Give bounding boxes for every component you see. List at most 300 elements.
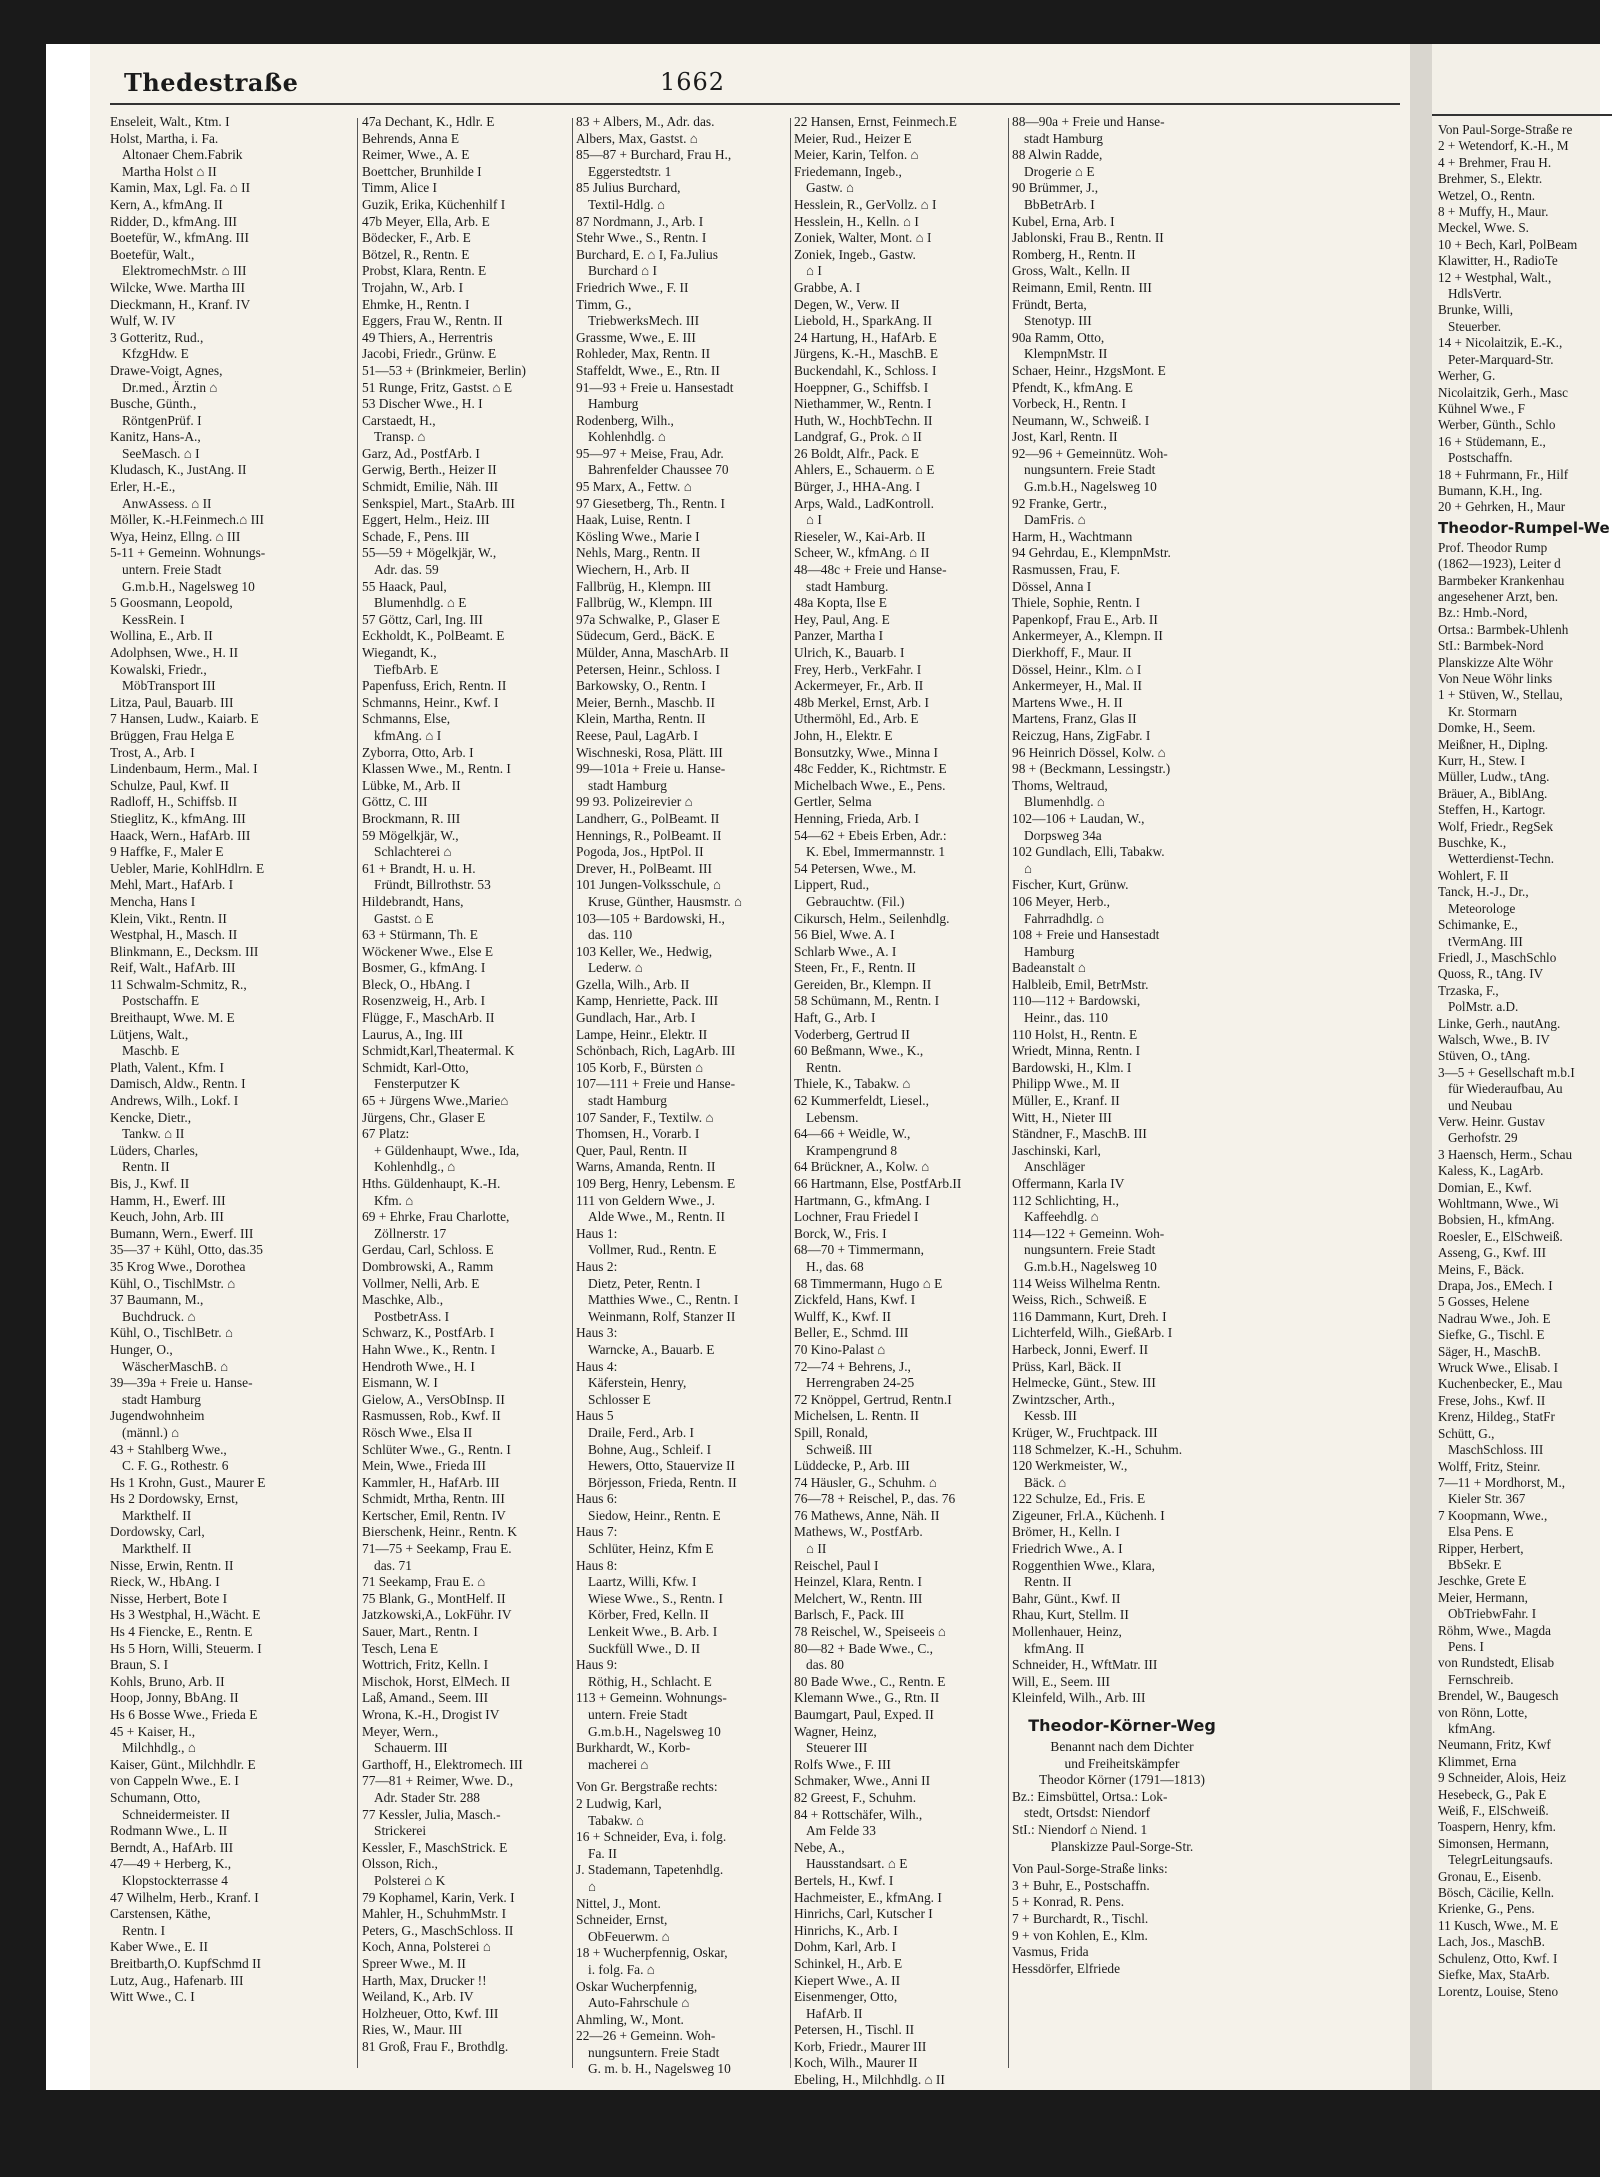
directory-entry: Hs 3 Westphal, H.,Wächt. E <box>110 1607 261 1623</box>
directory-entry: Warns, Amanda, Rentn. II <box>576 1159 716 1175</box>
directory-entry: Reischel, Paul I <box>794 1557 879 1573</box>
directory-entry: Wohlert, F. II <box>1438 867 1509 883</box>
entry-continuation: G. m. b. H., Nagelsweg 10 <box>588 2061 731 2077</box>
directory-entry: Spreer Wwe., M. II <box>362 1955 466 1971</box>
directory-entry: Schmidt, Mrtha, Rentn. III <box>362 1491 505 1507</box>
directory-entry: 79 Kophamel, Karin, Verk. I <box>362 1889 515 1905</box>
entry-continuation: Bohne, Aug., Schleif. I <box>588 1441 712 1457</box>
directory-entry: 2 + Wetendorf, K.-H., M <box>1438 138 1569 154</box>
directory-entry: 111 von Geldern Wwe., J. <box>576 1192 715 1208</box>
directory-entry: Haus 3: <box>576 1325 618 1341</box>
directory-entry: Hinrichs, Carl, Kutscher I <box>794 1906 933 1922</box>
directory-entry: Müller, Ludw., tAng. <box>1438 769 1550 785</box>
directory-entry: Henning, Frieda, Arb. I <box>794 810 919 826</box>
directory-entry: Tanck, H.-J., Dr., <box>1438 884 1529 900</box>
directory-entry: Badeanstalt ⌂ <box>1012 960 1086 976</box>
entry-continuation: Gebrauchtw. (Fil.) <box>806 893 905 909</box>
directory-entry: 35—37 + Kühl, Otto, das.35 <box>110 1242 263 1258</box>
entry-continuation: Lebensm. <box>806 1109 859 1125</box>
directory-entry: 7 Hansen, Ludw., Kaiarb. E <box>110 711 259 727</box>
directory-entry: Rolfs Wwe., F. III <box>794 1756 891 1772</box>
scan-border-bottom <box>0 2090 1600 2177</box>
entry-continuation: Fernschreib. <box>1448 1671 1514 1687</box>
directory-entry: Schmidt, Emilie, Näh. III <box>362 479 499 495</box>
directory-entry: Kühl, O., TischlMstr. ⌂ <box>110 1275 236 1291</box>
directory-entry: 68—70 + Timmermann, <box>794 1242 924 1258</box>
entry-continuation: Blumenhdlg. ⌂ <box>1024 794 1105 810</box>
directory-entry: Kühl, O., TischlBetr. ⌂ <box>110 1325 233 1341</box>
entry-continuation: Kaffeehdlg. ⌂ <box>1024 1209 1099 1225</box>
directory-entry: Thiele, K., Tabakw. ⌂ <box>794 1076 911 1092</box>
entry-continuation: Röthig, H., Schlacht. E <box>588 1673 712 1689</box>
directory-entry: 54 Petersen, Wwe., M. <box>794 860 917 876</box>
entry-continuation: Bäck. ⌂ <box>1024 1474 1067 1490</box>
directory-entry: 3—5 + Gesellschaft m.b.I <box>1438 1064 1575 1080</box>
directory-entry: Dieckmann, H., Kranf. IV <box>110 296 251 312</box>
directory-entry: Rodenberg, Wilh., <box>576 412 674 428</box>
directory-entry: 67 Platz: <box>362 1126 410 1142</box>
directory-entry: Bumann, Wern., Ewerf. III <box>110 1225 254 1241</box>
entry-continuation: Körber, Fred, Kelln. II <box>588 1607 709 1623</box>
directory-entry: 68 Timmermann, Hugo ⌂ E <box>794 1275 943 1291</box>
directory-entry: Thomsen, H., Vorarb. I <box>576 1126 700 1142</box>
entry-continuation: Blumenhdlg. ⌂ E <box>374 595 467 611</box>
directory-entry: Degen, W., Verw. II <box>794 296 900 312</box>
directory-entry: Laß, Amand., Seem. III <box>362 1690 489 1706</box>
directory-entry: Nadrau Wwe., Joh. E <box>1438 1310 1551 1326</box>
directory-entry: Schade, F., Pens. III <box>362 528 470 544</box>
directory-entry: 7—11 + Mordhorst, M., <box>1438 1474 1566 1490</box>
directory-entry: Ackermeyer, Fr., Arb. II <box>794 678 924 694</box>
directory-entry: Senkspiel, Mart., StaArb. III <box>362 495 515 511</box>
directory-entry: Bumann, K.H., Ing. <box>1438 482 1543 498</box>
directory-entry: StI.: Barmbek-Nord <box>1438 638 1544 654</box>
directory-entry: Papenfuss, Erich, Rentn. II <box>362 678 507 694</box>
directory-entry: Nehls, Marg., Rentn. II <box>576 545 701 561</box>
directory-entry: 83 + Albers, M., Adr. das. <box>576 114 715 129</box>
directory-entry: Trzaska, F., <box>1438 982 1499 998</box>
directory-entry: Jürgens, K.-H., MaschB. E <box>794 346 939 362</box>
directory-entry: 64—66 + Weidle, W., <box>794 1126 911 1142</box>
directory-entry: Bahr, Günt., Kwf. II <box>1012 1590 1121 1606</box>
directory-entry: Martens, Franz, Glas II <box>1012 711 1137 727</box>
directory-entry: Gielow, A., VersObInsp. II <box>362 1391 505 1407</box>
directory-entry: 57 Göttz, Carl, Ing. III <box>362 611 483 627</box>
directory-entry: Halbleib, Emil, BetrMstr. <box>1012 976 1149 992</box>
directory-entry: 39—39a + Freie u. Hanse- <box>110 1375 253 1391</box>
directory-entry: Ortsa.: Barmbek-Uhlenh <box>1438 621 1569 637</box>
directory-entry: Bz.: Eimsbüttel, Ortsa.: Lok- <box>1012 1788 1168 1804</box>
entry-continuation: und Neubau <box>1448 1097 1513 1113</box>
directory-entry: Ripper, Herbert, <box>1438 1540 1524 1556</box>
directory-entry: Offermann, Karla IV <box>1012 1176 1125 1191</box>
directory-entry: 95 Marx, A., Fettw. ⌂ <box>576 479 692 495</box>
directory-entry: Olsson, Rich., <box>362 1856 438 1872</box>
entry-continuation: Drogerie ⌂ E <box>1024 163 1095 179</box>
directory-entry: Timm, Alice I <box>362 180 438 196</box>
column-separator <box>572 118 573 2068</box>
directory-entry: Romberg, H., Rentn. II <box>1012 246 1136 262</box>
directory-entry: Reimann, Emil, Rentn. III <box>1012 279 1152 295</box>
directory-entry: Bis, J., Kwf. II <box>110 1176 190 1191</box>
directory-entry: Stüven, O., tAng. <box>1438 1048 1531 1064</box>
entry-continuation: Lederw. ⌂ <box>588 960 643 976</box>
entry-continuation: Transp. ⌂ <box>374 429 426 445</box>
directory-entry: Bödecker, F., Arb. E <box>362 230 471 246</box>
entry-continuation: Gerhofstr. 29 <box>1448 1130 1518 1146</box>
entry-continuation: Hamburg <box>1024 943 1075 959</box>
directory-entry: Fallbrüg, H., Klempn. III <box>576 578 711 594</box>
directory-entry: Hessdörfer, Elfriede <box>1012 1960 1121 1976</box>
directory-entry: Roesler, E., ElSchweiß. <box>1438 1228 1563 1244</box>
entry-continuation: Martha Holst ⌂ II <box>122 163 217 179</box>
directory-entry: Vorbeck, H., Rentn. I <box>1012 396 1126 412</box>
directory-entry: 48a Kopta, Ilse E <box>794 595 887 611</box>
entry-continuation: DamFris. ⌂ <box>1024 512 1086 528</box>
directory-entry: Thoms, Weltraud, <box>1012 777 1108 793</box>
directory-entry: Plath, Valent., Kfm. I <box>110 1059 224 1075</box>
entry-continuation: BbBetrArb. I <box>1024 196 1095 212</box>
entry-continuation: Rentn. <box>806 1059 842 1075</box>
directory-entry: Weiland, K., Arb. IV <box>362 1989 474 2005</box>
directory-entry: Erler, H.-E., <box>110 479 176 495</box>
directory-entry: Grassme, Wwe., E. III <box>576 329 696 345</box>
directory-entry: Verw. Heinr. Gustav <box>1438 1113 1545 1129</box>
entry-continuation: Hamburg <box>588 396 639 412</box>
entry-continuation: MöbTransport III <box>122 678 216 694</box>
entry-continuation: Fahrradhdlg. ⌂ <box>1024 910 1105 926</box>
directory-entry: 90 Brümmer, J., <box>1012 180 1099 196</box>
directory-entry: Haus 4: <box>576 1358 618 1374</box>
directory-entry: Schinkel, H., Arb. E <box>794 1955 903 1971</box>
directory-entry: 5 Goosmann, Leopold, <box>110 595 233 611</box>
directory-entry: 92 Franke, Gertr., <box>1012 495 1107 511</box>
directory-entry: Staffeldt, Wwe., E., Rtn. II <box>576 362 720 378</box>
directory-entry: angesehener Arzt, ben. <box>1438 588 1559 604</box>
entry-continuation: Schlüter, Heinz, Kfm E <box>588 1541 714 1557</box>
directory-entry: Haus 9: <box>576 1657 618 1673</box>
directory-entry: von Cappeln Wwe., E. I <box>110 1773 239 1789</box>
directory-entry: Witt, H., Nieter III <box>1012 1109 1112 1125</box>
directory-entry: Klemann Wwe., G., Rtn. II <box>794 1690 940 1706</box>
directory-entry: Bräuer, A., BiblAng. <box>1438 785 1548 801</box>
directory-entry: Huth, W., HochbTechn. II <box>794 412 933 428</box>
entry-continuation: Börjesson, Frieda, Rentn. II <box>588 1474 737 1490</box>
directory-entry: 56 Biel, Wwe. A. I <box>794 927 895 943</box>
directory-entry: Brockmann, R. III <box>362 810 461 826</box>
directory-column-5 <box>1012 114 1232 2074</box>
entry-continuation: Krampengrund 8 <box>806 1142 898 1158</box>
entry-continuation: PolMstr. a.D. <box>1448 999 1519 1015</box>
entry-continuation: nungsuntern. Freie Stadt <box>588 2044 720 2060</box>
entry-continuation: TiefbArb. E <box>374 661 439 677</box>
directory-entry: Krenz, Hildeg., StatFr <box>1438 1409 1555 1425</box>
directory-entry: 59 Mögelkjär, W., <box>362 827 459 843</box>
entry-continuation: Kohlenhdlg., ⌂ <box>374 1159 456 1175</box>
directory-entry: Reimer, Wwe., A. E <box>362 147 470 163</box>
street-header: Thedestraße <box>124 68 299 97</box>
entry-continuation: Kfm. ⌂ <box>374 1192 414 1208</box>
directory-entry: Harth, Max, Drucker !! <box>362 1972 487 1988</box>
directory-entry: 80 Bade Wwe., C., Rentn. E <box>794 1673 946 1689</box>
right-page-column <box>1438 122 1610 2000</box>
entry-continuation: Lenkeit Wwe., B. Arb. I <box>588 1624 718 1640</box>
directory-entry: 75 Blank, G., MontHelf. II <box>362 1590 506 1606</box>
directory-entry: Boetefür, Walt., <box>110 246 195 262</box>
entry-continuation: G.m.b.H., Nagelsweg 10 <box>1024 1258 1157 1274</box>
column-separator <box>357 118 358 2068</box>
directory-entry: Gertler, Selma <box>794 794 872 810</box>
directory-entry: Frese, Johs., Kwf. II <box>1438 1392 1546 1408</box>
directory-entry: Wetzel, O., Rentn. <box>1438 187 1536 203</box>
entry-continuation: Fa. II <box>588 1845 618 1861</box>
entry-continuation: Anschläger <box>1024 1159 1085 1175</box>
entry-continuation: PostbetrAss. I <box>374 1308 450 1324</box>
entry-continuation: Käferstein, Henry, <box>588 1375 687 1391</box>
directory-entry: 99 93. Polizeirevier ⌂ <box>576 794 693 810</box>
directory-entry: Domian, E., Kwf. <box>1438 1179 1532 1195</box>
directory-entry: Frey, Herb., VerkFahr. I <box>794 661 922 677</box>
directory-entry: Landgraf, G., Prok. ⌂ II <box>794 429 922 445</box>
directory-entry: 48c Fedder, K., Richtmstr. E <box>794 761 947 777</box>
directory-entry: 18 + Fuhrmann, Fr., Hilf <box>1438 466 1569 482</box>
directory-entry: Gross, Walt., Kelln. II <box>1012 263 1131 279</box>
entry-continuation: KlempnMstr. II <box>1024 346 1108 362</box>
entry-continuation: für Wiederaufbau, Au <box>1448 1081 1563 1097</box>
street-description: Benannt nach dem Dichter <box>1050 1739 1194 1754</box>
directory-entry: 1 + Stüven, W., Stellau, <box>1438 687 1563 703</box>
directory-entry: Eisenmenger, Otto, <box>794 1989 898 2005</box>
directory-entry: 11 Kusch, Wwe., M. E <box>1438 1917 1559 1933</box>
directory-entry: 22—26 + Gemeinn. Woh- <box>576 2028 716 2044</box>
directory-entry: Haus 8: <box>576 1557 618 1573</box>
directory-entry: Planskizze Alte Wöhr <box>1438 654 1553 670</box>
directory-entry: Hoop, Jonny, BbAng. II <box>110 1690 239 1706</box>
directory-entry: Probst, Klara, Rentn. E <box>362 263 487 279</box>
entry-continuation: Kieler Str. 367 <box>1448 1491 1526 1507</box>
entry-continuation: ⌂ II <box>806 1541 827 1557</box>
entry-continuation: Textil-Hdlg. ⌂ <box>588 196 666 212</box>
directory-entry: Schulze, Paul, Kwf. II <box>110 777 229 793</box>
directory-entry: Jaschinski, Karl, <box>1012 1142 1101 1158</box>
directory-entry: Koch, Wilh., Maurer II <box>794 2055 918 2071</box>
directory-entry: Kösling Wwe., Marie I <box>576 528 700 544</box>
directory-entry: Koch, Anna, Polsterei ⌂ <box>362 1939 491 1955</box>
right-header-rule <box>1432 114 1612 116</box>
directory-entry: Wohltmann, Wwe., Wi <box>1438 1196 1559 1211</box>
directory-entry: 47b Meyer, Ella, Arb. E <box>362 213 490 229</box>
entry-continuation: i. folg. Fa. ⌂ <box>588 1961 655 1977</box>
directory-entry: Dohm, Karl, Arb. I <box>794 1939 896 1955</box>
directory-entry: 2 Ludwig, Karl, <box>576 1795 662 1811</box>
directory-entry: Schneider, Ernst, <box>576 1912 668 1928</box>
directory-entry: 3 Gotteritz, Rud., <box>110 329 204 345</box>
directory-entry: Petersen, H., Tischl. II <box>794 2022 915 2038</box>
directory-entry: Prof. Theodor Rump <box>1438 539 1548 555</box>
directory-entry: Wilcke, Wwe. Martha III <box>110 279 245 295</box>
directory-entry: Bötzel, R., Rentn. E <box>362 246 470 262</box>
directory-entry: 90a Ramm, Otto, <box>1012 329 1105 345</box>
street-heading: Theodor-Rumpel-We <box>1438 518 1610 537</box>
directory-entry: Dombrowski, A., Ramm <box>362 1258 494 1274</box>
entry-continuation: ElektromechMstr. ⌂ III <box>122 263 247 279</box>
entry-continuation: Draile, Ferd., Arb. I <box>588 1424 694 1440</box>
entry-continuation: Adr. Stader Str. 288 <box>374 1789 481 1805</box>
directory-entry: 108 + Freie und Hansestadt <box>1012 927 1160 943</box>
entry-continuation: stadt Hamburg. <box>806 578 889 594</box>
entry-continuation: Meteorologe <box>1448 900 1516 916</box>
directory-entry: Schimanke, E., <box>1438 917 1518 933</box>
directory-entry: Rasmussen, Rob., Kwf. II <box>362 1408 501 1424</box>
directory-entry: Landherr, G., PolBeamt. II <box>576 810 720 826</box>
entry-continuation: (männl.) ⌂ <box>122 1424 180 1440</box>
directory-entry: Hunger, O., <box>110 1341 173 1357</box>
entry-continuation: Kruse, Günther, Hausmstr. ⌂ <box>588 893 743 909</box>
directory-entry: Jablonski, Frau B., Rentn. II <box>1012 230 1164 246</box>
entry-continuation: Bahrenfelder Chaussee 70 <box>588 462 729 478</box>
directory-entry: 71 Seekamp, Frau E. ⌂ <box>362 1574 486 1590</box>
entry-continuation: HdlsVertr. <box>1448 286 1502 302</box>
directory-entry: Steffen, H., Kartogr. <box>1438 802 1546 818</box>
entry-continuation: Kessb. III <box>1024 1408 1077 1424</box>
directory-entry: Schmidt,Karl,Theatermal. K <box>362 1043 515 1059</box>
directory-entry: Werher, G. <box>1438 368 1496 384</box>
directory-entry: Kern, A., kfmAng. II <box>110 196 223 212</box>
directory-entry: Rieseler, W., Kai-Arb. II <box>794 528 926 544</box>
directory-entry: Röhm, Wwe., Magda <box>1438 1622 1551 1638</box>
directory-entry: Hartmann, G., kfmAng. I <box>794 1192 930 1208</box>
directory-entry: Barlsch, F., Pack. III <box>794 1607 905 1623</box>
directory-entry: Mathews, W., PostfArb. <box>794 1524 923 1540</box>
directory-entry: Siefke, Max, StaArb. <box>1438 1967 1550 1983</box>
entry-continuation: K. Ebel, Immermannstr. 1 <box>806 844 946 860</box>
directory-entry: John, H., Elektr. E <box>794 727 893 743</box>
directory-entry: Buschke, K., <box>1438 835 1507 851</box>
entry-continuation: nungsuntern. Freie Stadt <box>1024 1242 1156 1258</box>
directory-entry: Meyer, Wern., <box>362 1723 439 1739</box>
directory-entry: Uebler, Marie, KohlHdlrn. E <box>110 860 265 876</box>
directory-entry: Ries, W., Maur. III <box>362 2022 463 2038</box>
directory-entry: Weiss, Rich., Schweiß. E <box>1012 1292 1147 1308</box>
directory-entry: 102—106 + Laudan, W., <box>1012 810 1145 826</box>
directory-entry: Bierschenk, Heinr., Rentn. K <box>362 1524 518 1540</box>
entry-continuation: ObFeuerwm. ⌂ <box>588 1928 670 1944</box>
entry-continuation: Suckfüll Wwe., D. II <box>588 1640 701 1656</box>
directory-entry: Grabbe, A. I <box>794 279 861 295</box>
directory-entry: Bosmer, G., kfmAng. I <box>362 960 486 976</box>
directory-entry: Kuchenbecker, E., Mau <box>1438 1376 1563 1392</box>
directory-entry: Eggers, Frau W., Rentn. II <box>362 313 503 329</box>
entry-continuation: MaschSchloss. III <box>1448 1442 1544 1458</box>
directory-entry: Hahn Wwe., K., Rentn. I <box>362 1341 496 1357</box>
directory-entry: Schmanns, Else, <box>362 711 451 727</box>
directory-entry: 74 Häusler, G., Schuhm. ⌂ <box>794 1474 937 1490</box>
directory-entry: Schönbach, Rich, LagArb. III <box>576 1043 736 1059</box>
directory-entry: Säger, H., MaschB. <box>1438 1343 1541 1359</box>
directory-entry: 107—111 + Freie und Hanse- <box>576 1076 736 1092</box>
directory-entry: Brunke, Willi, <box>1438 302 1514 318</box>
directory-entry: Quoss, R., tAng. IV <box>1438 966 1544 982</box>
entry-continuation: Polsterei ⌂ K <box>374 1872 446 1888</box>
directory-entry: Klein, Vikt., Rentn. II <box>110 910 227 926</box>
directory-entry: Bertels, H., Kwf. I <box>794 1872 894 1888</box>
directory-entry: 116 Dammann, Kurt, Dreh. I <box>1012 1308 1167 1324</box>
directory-entry: (1862—1923), Leiter d <box>1438 556 1561 572</box>
directory-entry: 24 Hartung, H., HafArb. E <box>794 329 937 345</box>
entry-continuation: Steuerer III <box>806 1740 868 1756</box>
directory-entry: Gundlach, Har., Arb. I <box>576 1010 696 1026</box>
directory-entry: Schmanns, Heinr., Kwf. I <box>362 694 499 710</box>
directory-entry: Gerdau, Carl, Schloss. E <box>362 1242 494 1258</box>
directory-entry: Litza, Paul, Bauarb. III <box>110 694 234 710</box>
directory-entry: Harm, H., Wachtmann <box>1012 528 1133 544</box>
directory-entry: Petersen, Heinr., Schloss. I <box>576 661 720 677</box>
directory-entry: Zwintzscher, Arth., <box>1012 1391 1115 1407</box>
entry-continuation: KessRein. I <box>122 611 185 627</box>
directory-entry: 76—78 + Reischel, P., das. 76 <box>794 1491 956 1507</box>
entry-continuation: Wiese Wwe., S., Rentn. I <box>588 1590 723 1606</box>
directory-entry: Rohleder, Max, Rentn. II <box>576 346 711 362</box>
directory-entry: Lüders, Charles, <box>110 1142 199 1158</box>
entry-continuation: H., das. 68 <box>806 1258 864 1274</box>
directory-entry: Will, E., Seem. III <box>1012 1673 1111 1689</box>
entry-continuation: TriebwerksMech. III <box>588 313 700 329</box>
directory-entry: Bonsutzky, Wwe., Minna I <box>794 744 938 760</box>
directory-entry: 55 Haack, Paul, <box>362 578 447 594</box>
directory-entry: Hey, Paul, Ang. E <box>794 611 890 627</box>
directory-entry: Rosenzweig, H., Arb. I <box>362 993 486 1009</box>
directory-entry: Krienke, G., Pens. <box>1438 1901 1535 1917</box>
entry-continuation: G.m.b.H., Nagelsweg 10 <box>588 1723 721 1739</box>
directory-entry: Klimmet, Erna <box>1438 1753 1517 1769</box>
directory-column-1 <box>110 114 354 2074</box>
directory-entry: Arps, Wald., LadKontroll. <box>794 495 934 511</box>
directory-entry: 97a Schwalke, P., Glaser E <box>576 611 720 627</box>
directory-entry: Kessler, F., MaschStrick. E <box>362 1839 508 1855</box>
directory-entry: Jugendwohnheim <box>110 1408 205 1424</box>
entry-continuation: Hausstandsart. ⌂ E <box>806 1856 908 1872</box>
directory-entry: Toaspern, Henry, kfm. <box>1438 1819 1556 1835</box>
directory-entry: Behrends, Anna E <box>362 130 460 146</box>
directory-entry: Nisse, Herbert, Bote I <box>110 1590 228 1606</box>
directory-entry: Enseleit, Walt., Ktm. I <box>110 114 230 129</box>
directory-entry: Witt Wwe., C. I <box>110 1989 195 2005</box>
entry-continuation: Pens. I <box>1448 1638 1484 1654</box>
directory-entry: Siefke, G., Tischl. E <box>1438 1327 1545 1343</box>
entry-continuation: Hewers, Otto, Stauervize II <box>588 1458 735 1474</box>
entry-continuation: Schneidermeister. II <box>122 1806 230 1822</box>
directory-entry: Sauer, Mart., Rentn. I <box>362 1624 478 1640</box>
directory-column-2 <box>362 114 568 2074</box>
directory-entry: Timm, G., <box>576 296 632 312</box>
directory-entry: Von Neue Wöhr links <box>1438 671 1553 686</box>
entry-continuation: Matthies Wwe., C., Rentn. I <box>588 1292 739 1308</box>
entry-continuation: Gastw. ⌂ <box>806 180 855 196</box>
directory-entry: Friedrich Wwe., F. II <box>576 279 689 295</box>
directory-entry: Göttz, C. III <box>362 794 428 810</box>
directory-entry: Dössel, Anna I <box>1012 578 1092 594</box>
directory-entry: Walsch, Wwe., B. IV <box>1438 1031 1550 1047</box>
directory-entry: Rhau, Kurt, Stellm. II <box>1012 1607 1129 1623</box>
page-number: 1662 <box>660 68 726 96</box>
directory-entry: 48—48c + Freie und Hanse- <box>794 562 947 578</box>
directory-entry: Hs 2 Dordowsky, Ernst, <box>110 1491 239 1507</box>
directory-entry: Oskar Wucherpfennig, <box>576 1978 698 1994</box>
directory-entry: Adolphsen, Wwe., H. II <box>110 645 239 660</box>
directory-entry: Haus 2: <box>576 1258 618 1274</box>
entry-continuation: Rentn. I <box>122 1922 166 1938</box>
directory-entry: 3 Haensch, Herm., Schau <box>1438 1146 1573 1162</box>
